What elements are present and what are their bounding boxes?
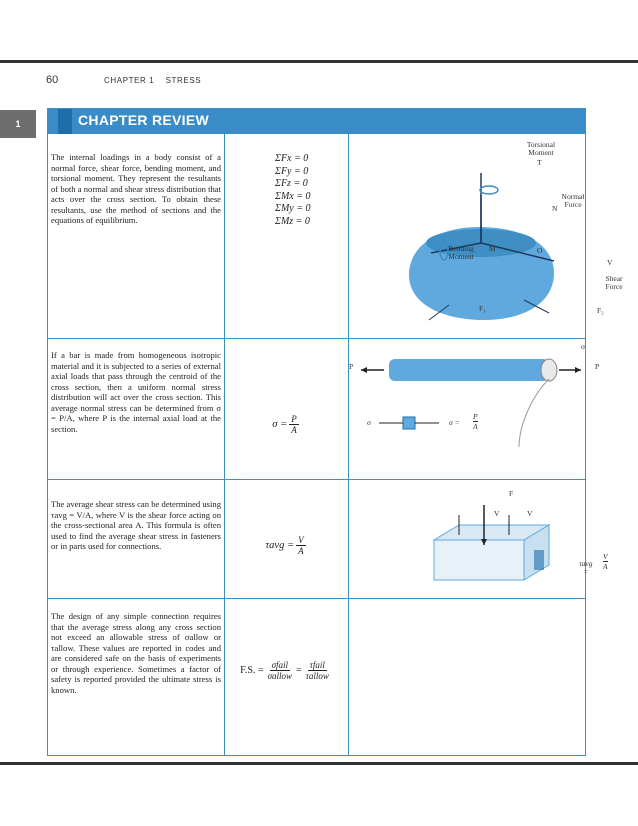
eq-sum-fx: ΣFx = 0 — [275, 153, 309, 164]
running-header — [104, 76, 201, 85]
row4-text: The design of any simple connection requires that the average stress along any cross section not exceed an allowable stress of σallow or τallow. These values are reported in codes and are considered safe on the basis of experiments or through experience. Sometimes a factor of safety is reported provided the ultimate stress is known. — [51, 611, 221, 695]
f1-label: F₁ — [479, 304, 486, 313]
bar — [389, 359, 549, 381]
fig-eq-den: A — [473, 422, 478, 431]
fig-eq-num: P — [473, 412, 478, 421]
p-left-label: P — [349, 362, 354, 371]
eq-sum-fy: ΣFy = 0 — [275, 165, 309, 177]
p-numerator: P — [291, 413, 297, 424]
eq-sum-mx: ΣMx = 0 — [275, 190, 311, 202]
page-number: 60 — [46, 74, 59, 86]
row1-text: The internal loadings in a body consist of a normal force, shear force, bending moment, and torsional moment. They represent the resultants of both a normal and shear stress distribution that acts over the cross section. To obtain these resultants, use the method of sections and the equations of equilibrium. — [51, 152, 221, 225]
tau-allow: τallow — [305, 670, 329, 681]
chapter-side-tab: 1 — [0, 110, 36, 138]
chapter-word: CHAPTER — [104, 76, 147, 85]
sigma-top-label: σ — [581, 342, 586, 351]
equals-sign: = — [296, 664, 302, 676]
v2-label: V — [527, 509, 533, 518]
v-label: V — [607, 258, 613, 267]
v-numerator: V — [298, 534, 304, 545]
sigma-fail: σfail — [271, 659, 289, 670]
review-title: CHAPTER REVIEW — [78, 112, 209, 128]
f2-label: F₂ — [597, 306, 604, 315]
row2-equation — [225, 339, 348, 479]
v1-label: V — [494, 509, 500, 518]
tau-eq-num: V — [603, 552, 608, 561]
sigma-left-label: σ — [367, 418, 372, 427]
area-denominator: A — [298, 545, 304, 556]
avg-shear-stress-lhs: τavg = — [265, 539, 295, 551]
m-label: M — [489, 244, 496, 253]
row3-equation — [225, 480, 348, 598]
row1-equations — [225, 109, 348, 338]
factor-of-safety-lhs: F.S. = — [240, 664, 264, 676]
o-label: O — [537, 246, 543, 255]
header-accent-square — [58, 109, 72, 134]
eq-sum-fz: ΣFz = 0 — [275, 178, 308, 189]
internal-loadings-figure — [349, 135, 623, 337]
normal-force-label: Normal Force — [561, 192, 585, 209]
eq-sum-my: ΣMy = 0 — [275, 203, 311, 214]
section-name: STRESS — [165, 76, 202, 85]
top-rule — [0, 60, 638, 63]
axial-load-svg — [349, 339, 585, 479]
internal-loadings-svg — [349, 135, 585, 337]
p-right-label: P — [595, 362, 600, 371]
stress-element — [403, 417, 415, 429]
row4-equation — [225, 599, 348, 756]
equilibrium-equations — [275, 153, 310, 228]
t-label: T — [537, 158, 542, 167]
axial-load-figure — [349, 339, 600, 479]
f-label: F — [509, 489, 514, 498]
shear-force-label: Shear Force — [605, 274, 623, 291]
torsional-label: Torsional Moment — [526, 140, 556, 157]
fig-eq-label: σ = — [449, 418, 460, 427]
tau-eq-den: A — [603, 562, 608, 571]
eq-sum-mz: ΣMz = 0 — [275, 215, 310, 227]
sigma-allow: σallow — [267, 670, 293, 681]
row3-text: The average shear stress can be determined using τavg = V/A, where V is the shear force acting on the cross-sectional area A. This formula is often used to find the average shear stress in fasteners or in parts used for connections. — [51, 499, 221, 551]
row2-text: If a bar is made from homogeneous isotropic material and it is subjected to a series of external axial loads that pass through the centroid of the cross section, then a uniform normal stress distribution will act over the cross section. This average normal stress can be determined from σ = P/A, where P is the internal axial load at the section. — [51, 350, 221, 434]
avg-normal-stress-lhs: σ = — [272, 418, 288, 430]
n-label: N — [552, 204, 558, 213]
bottom-rule — [0, 762, 638, 765]
chapter-number: 1 — [149, 76, 155, 85]
block-front — [434, 540, 524, 580]
a-denominator: A — [291, 424, 297, 435]
shear-stress-figure — [349, 480, 608, 598]
bending-moment-label: Bending Moment — [448, 244, 474, 261]
tau-fail: τfail — [309, 659, 325, 670]
tau-eq-label: τavg = — [579, 559, 593, 576]
shear-stress-svg — [349, 480, 585, 598]
chapter-review-box — [47, 108, 623, 756]
